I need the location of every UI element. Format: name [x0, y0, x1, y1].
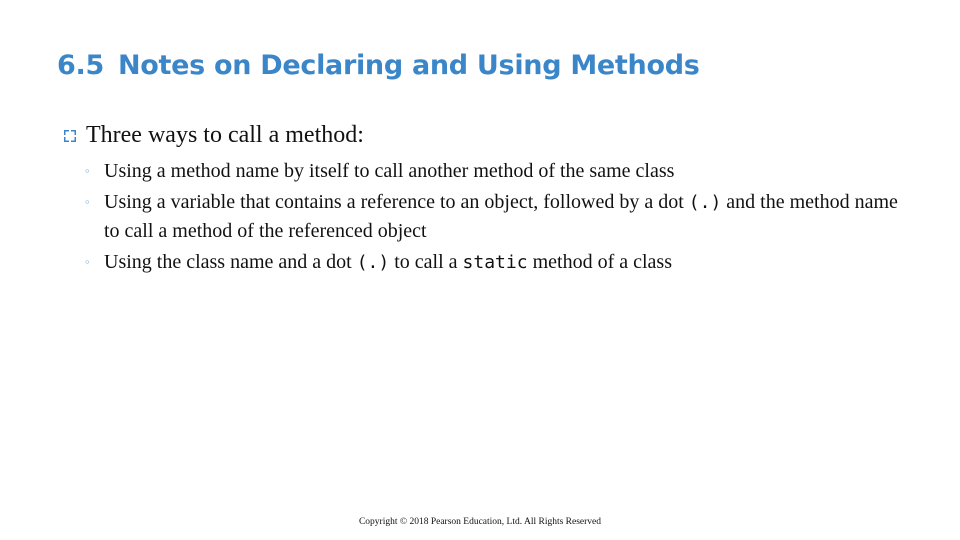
- sub-text-part: Using the class name and a dot: [104, 251, 357, 273]
- sub-bullet-text: [104, 248, 672, 277]
- title-text: Notes on Declaring and Using Methods: [117, 50, 700, 81]
- sub-bullet-item: [84, 157, 904, 186]
- main-bullet: [63, 122, 364, 149]
- sub-bullet-item: [84, 248, 904, 277]
- sub-text-part: method of a class: [527, 251, 672, 273]
- sub-bullet-circle-icon: ◦: [84, 165, 91, 178]
- code-dot-operator: (.): [688, 192, 722, 213]
- slide-title: [57, 50, 700, 81]
- sub-bullet-list: [84, 157, 904, 279]
- sub-bullet-circle-icon: ◦: [84, 196, 91, 209]
- code-static-keyword: static: [462, 252, 528, 273]
- sub-bullet-item: [84, 188, 904, 246]
- sub-bullet-text: Using a method name by itself to call another method of the same class: [104, 160, 675, 182]
- sub-bullet-text: [104, 188, 904, 246]
- copyright-footer: Copyright © 2018 Pearson Education, Ltd. All Rights Reserved: [358, 517, 602, 527]
- bullet-mark-icon: [63, 129, 77, 143]
- sub-text-part: Using a variable that contains a reference to an object, followed by a dot: [104, 191, 689, 213]
- main-bullet-text: Three ways to call a method:: [86, 122, 364, 148]
- section-number: 6.5: [57, 50, 104, 81]
- code-dot-operator: (.): [356, 252, 390, 273]
- sub-bullet-circle-icon: ◦: [84, 256, 91, 269]
- sub-text-part: and the method name to call a method of the referenced object: [104, 191, 898, 242]
- sub-text-part: to call a: [389, 251, 463, 273]
